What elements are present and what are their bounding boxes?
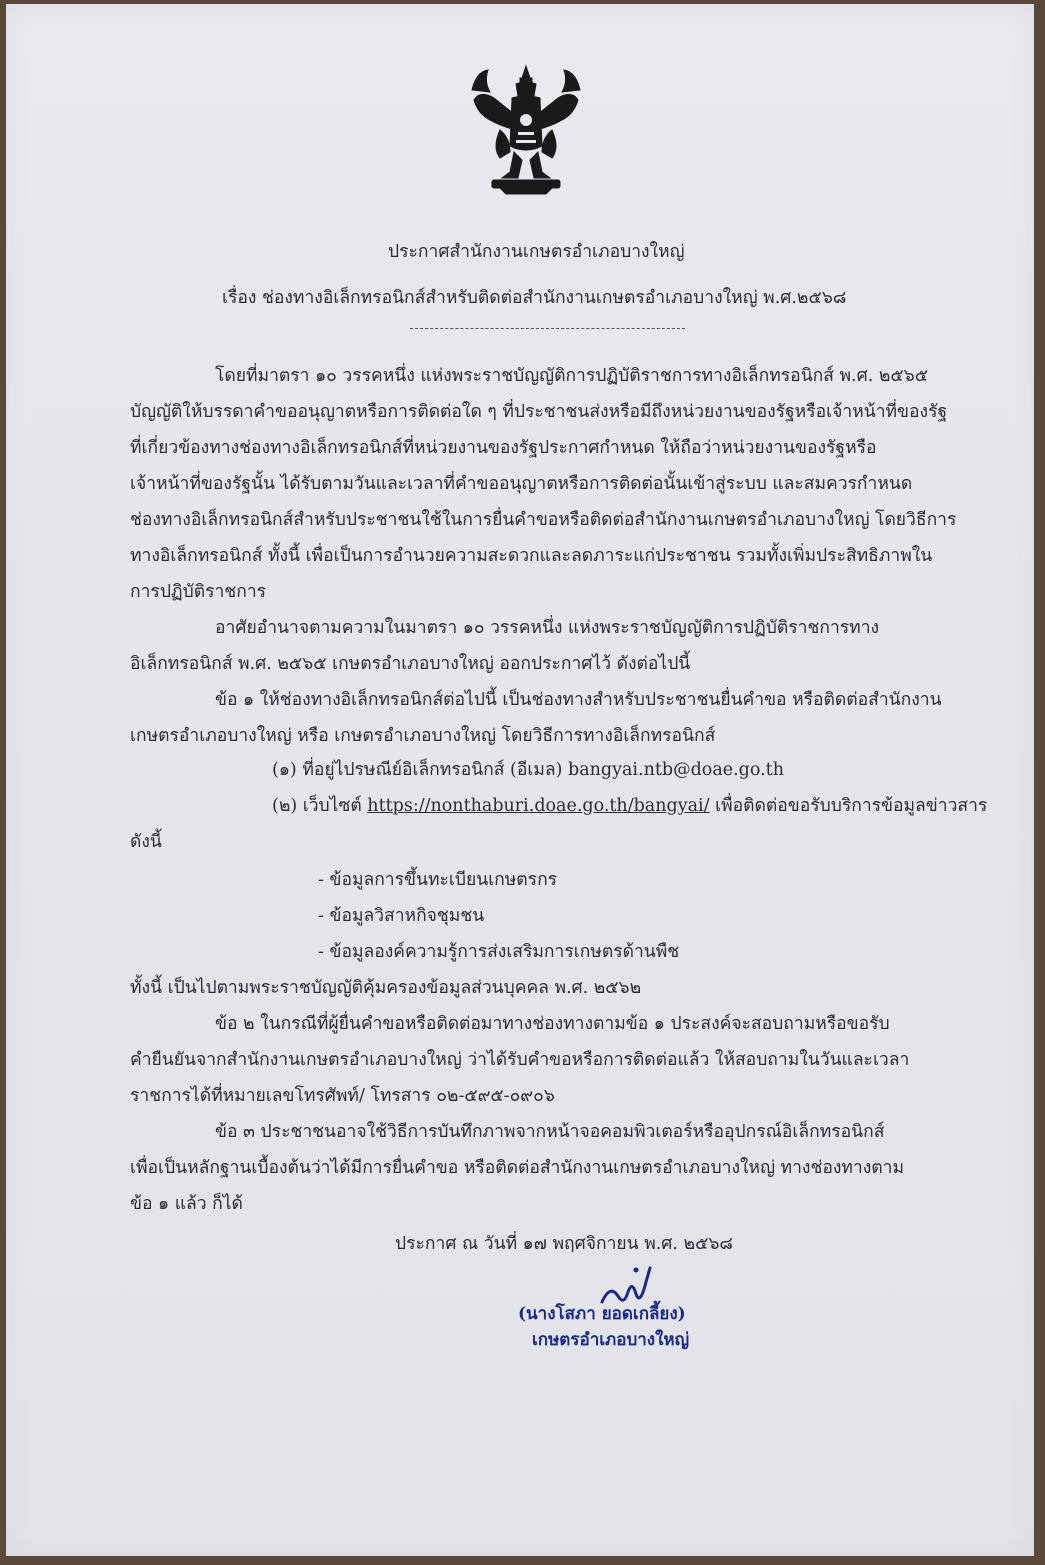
announcement-subject: เรื่อง ช่องทางอิเล็กทรอนิกส์สำหรับติดต่อสำนักงานเกษตรอำเภอบางใหญ่ พ.ศ.๒๕๖๘ [222, 288, 847, 308]
signer-name: (นางโสภา ยอดเกลี้ยง) [518, 1304, 686, 1324]
preamble-line: ทางอิเล็กทรอนิกส์ ทั้งนี้ เพื่อเป็นการอำนวยความสะดวกและลดภาระแก่ประชาชน รวมทั้งเพิ่มประสิทธิภาพใน [130, 546, 933, 566]
title-divider [410, 328, 685, 329]
service-item: - ข้อมูลองค์ความรู้การส่งเสริมการเกษตรด้านพืช [318, 942, 680, 962]
channel-website-suffix: เพื่อติดต่อขอรับบริการข้อมูลข่าวสาร [715, 796, 988, 816]
channel-website [272, 794, 987, 818]
privacy-note: ทั้งนี้ เป็นไปตามพระราชบัญญัติคุ้มครองข้อมูลส่วนบุคคล พ.ศ. ๒๕๖๒ [130, 978, 642, 998]
preamble-line: โดยที่มาตรา ๑๐ วรรคหนึ่ง แห่งพระราชบัญญัติการปฏิบัติราชการทางอิเล็กทรอนิกส์ พ.ศ. ๒๕๖๕ [215, 366, 928, 386]
channel-email: (๑) ที่อยู่ไปรษณีย์อิเล็กทรอนิกส์ (อีเมล) bangyai.ntb@doae.go.th [272, 760, 784, 780]
clause-3-line: เพื่อเป็นหลักฐานเบื้องต้นว่าได้มีการยื่นคำขอ หรือติดต่อสำนักงานเกษตรอำเภอบางใหญ่ ทางช่องทางตาม [130, 1158, 905, 1178]
announcement-date: ประกาศ ณ วันที่ ๑๗ พฤศจิกายน พ.ศ. ๒๕๖๘ [395, 1234, 733, 1254]
clause-2-line: คำยืนยันจากสำนักงานเกษตรอำเภอบางใหญ่ ว่าได้รับคำขอหรือการติดต่อแล้ว ให้สอบถามในวันและเวลา [130, 1050, 910, 1070]
preamble-line: เจ้าหน้าที่ของรัฐนั้น ได้รับตามวันและเวลาที่คำขออนุญาตหรือการติดต่อนั้นเข้าสู่ระบบ และสมควรกำหนด [130, 474, 913, 494]
clause-2-line: ราชการได้ที่หมายเลขโทรศัพท์/ โทรสาร ๐๒-๕๙๕-๐๙๐๖ [130, 1086, 555, 1106]
service-item: - ข้อมูลวิสาหกิจชุมชน [318, 906, 485, 926]
signer-title: เกษตรอำเภอบางใหญ่ [532, 1330, 690, 1350]
announcement-title: ประกาศสำนักงานเกษตรอำเภอบางใหญ่ [388, 242, 685, 262]
clause-2-line: ข้อ ๒ ในกรณีที่ผู้ยื่นคำขอหรือติดต่อมาทางช่องทางตามข้อ ๑ ประสงค์จะสอบถามหรือขอรับ [215, 1014, 890, 1034]
website-link[interactable]: https://nonthaburi.doae.go.th/bangyai/ [367, 796, 710, 816]
channel-website-prefix: (๒) เว็บไซต์ [272, 796, 362, 816]
garuda-emblem-icon [470, 60, 582, 196]
preamble-line: ที่เกี่ยวข้องทางช่องทางอิเล็กทรอนิกส์ที่หน่วยงานของรัฐประกาศกำหนด ให้ถือว่าหน่วยงานของรัฐหรือ [130, 438, 877, 458]
preamble-line: บัญญัติให้บรรดาคำขออนุญาตหรือการติดต่อใด ๆ ที่ประชาชนส่งหรือมีถึงหน่วยงานของรัฐหรือเจ้าหน้าที่ของรัฐ [130, 402, 948, 422]
authority-line: อิเล็กทรอนิกส์ พ.ศ. ๒๕๖๕ เกษตรอำเภอบางใหญ่ ออกประกาศไว้ ดังต่อไปนี้ [130, 654, 691, 674]
clause-1-line: ข้อ ๑ ให้ช่องทางอิเล็กทรอนิกส์ต่อไปนี้ เป็นช่องทางสำหรับประชาชนยื่นคำขอ หรือติดต่อสำนักงาน [215, 690, 942, 710]
clause-3-line: ข้อ ๑ แล้ว ก็ได้ [130, 1194, 243, 1214]
clause-3-line: ข้อ ๓ ประชาชนอาจใช้วิธีการบันทึกภาพจากหน้าจอคอมพิวเตอร์หรืออุปกรณ์อิเล็กทรอนิกส์ [215, 1122, 885, 1142]
preamble-line: ช่องทางอิเล็กทรอนิกส์สำหรับประชาชนใช้ในการยื่นคำขอหรือติดต่อสำนักงานเกษตรอำเภอบางใหญ่ โดยวิธีการ [130, 510, 957, 530]
clause-1-line: เกษตรอำเภอบางใหญ่ หรือ เกษตรอำเภอบางใหญ่ โดยวิธีการทางอิเล็กทรอนิกส์ [130, 726, 716, 746]
channel-website-continuation: ดังนี้ [130, 832, 162, 852]
preamble-line: การปฏิบัติราชการ [130, 582, 267, 602]
authority-line: อาศัยอำนาจตามความในมาตรา ๑๐ วรรคหนึ่ง แห่งพระราชบัญญัติการปฏิบัติราชการทาง [215, 618, 880, 638]
service-item: - ข้อมูลการขึ้นทะเบียนเกษตรกร [318, 870, 558, 890]
